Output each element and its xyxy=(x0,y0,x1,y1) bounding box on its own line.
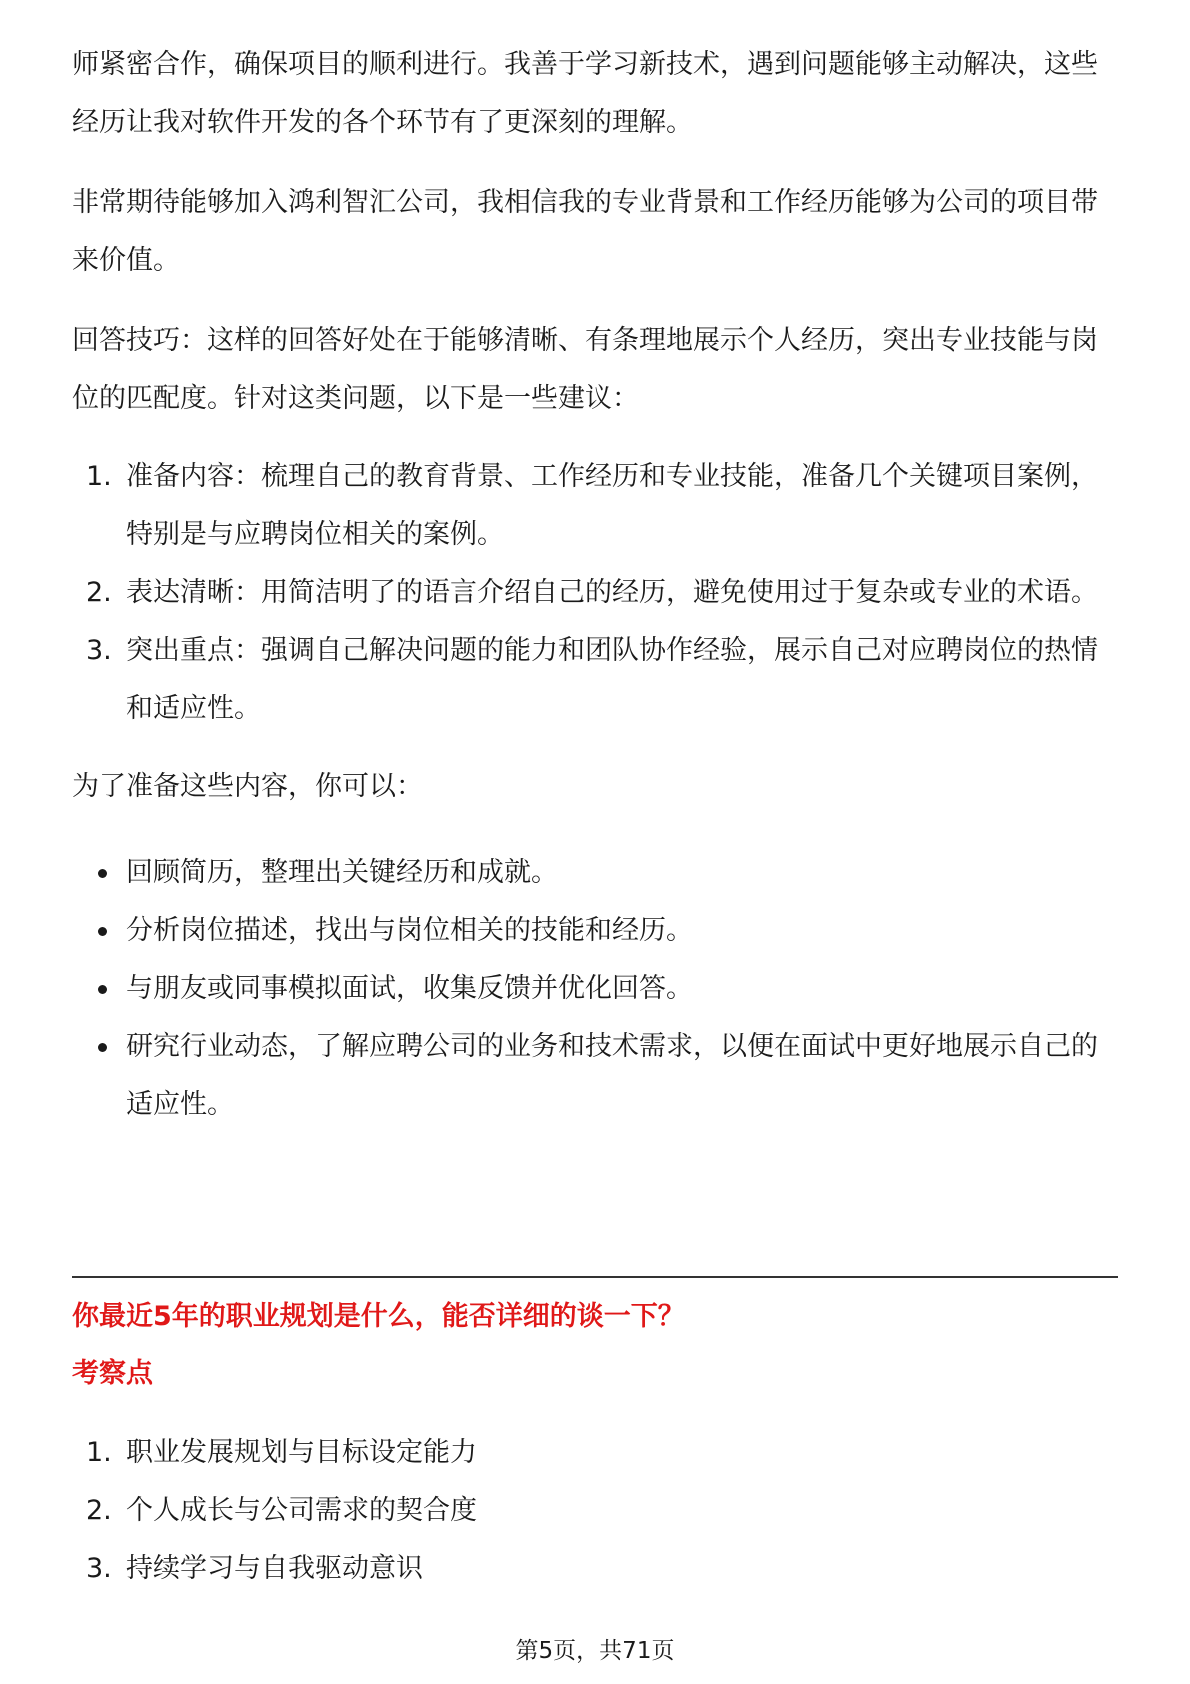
question-subtitle: 考察点 xyxy=(72,1358,153,1389)
list-item-text: 回顾简历，整理出关键经历和成就。 xyxy=(126,857,558,888)
list-number: 2. xyxy=(86,1495,112,1526)
list-number: 1. xyxy=(86,1437,112,1468)
list-number: 1. xyxy=(86,461,112,492)
paragraph-expectation: 非常期待能够加入鸿利智汇公司，我相信我的专业背景和工作经历能够为公司的项目带来价值。 xyxy=(72,187,1098,276)
list-item-text: 研究行业动态，了解应聘公司的业务和技术需求，以便在面试中更好地展示自己的适应性。 xyxy=(126,1031,1098,1120)
section-divider xyxy=(72,1276,1118,1278)
list-item xyxy=(72,448,1118,564)
tips-list xyxy=(72,448,1118,738)
assessment-points-list xyxy=(72,1424,1118,1598)
list-item-text: 分析岗位描述，找出与岗位相关的技能和经历。 xyxy=(126,915,693,946)
list-item-text: 突出重点：强调自己解决问题的能力和团队协作经验，展示自己对应聘岗位的热情和适应性。 xyxy=(126,635,1098,724)
list-number: 2. xyxy=(86,577,112,608)
prep-bullet-list xyxy=(72,844,1118,1134)
list-item xyxy=(72,844,1118,902)
prep-intro: 为了准备这些内容，你可以： xyxy=(72,771,423,802)
bullet-icon xyxy=(98,1043,107,1052)
list-item xyxy=(72,902,1118,960)
list-item xyxy=(72,622,1118,738)
list-number: 3. xyxy=(86,635,112,666)
list-item-text: 准备内容：梳理自己的教育背景、工作经历和专业技能，准备几个关键项目案例，特别是与应聘岗位相关的案例。 xyxy=(126,461,1098,550)
page-footer: 第5页，共71页 xyxy=(515,1638,675,1664)
list-item-text: 与朋友或同事模拟面试，收集反馈并优化回答。 xyxy=(126,973,693,1004)
paragraph-experience: 师紧密合作，确保项目的顺利进行。我善于学习新技术，遇到问题能够主动解决，这些经历让我对软件开发的各个环节有了更深刻的理解。 xyxy=(72,49,1098,138)
list-item xyxy=(72,1424,1118,1482)
main-content xyxy=(72,36,1118,1134)
bullet-icon xyxy=(98,869,107,878)
list-item xyxy=(72,1540,1118,1598)
list-number: 3. xyxy=(86,1553,112,1584)
list-item xyxy=(72,1482,1118,1540)
paragraph-answer-tips: 回答技巧：这样的回答好处在于能够清晰、有条理地展示个人经历，突出专业技能与岗位的匹配度。针对这类问题，以下是一些建议： xyxy=(72,325,1098,414)
list-item xyxy=(72,564,1118,622)
list-item-text: 个人成长与公司需求的契合度 xyxy=(126,1495,477,1526)
list-item xyxy=(72,960,1118,1018)
list-item xyxy=(72,1018,1118,1134)
bullet-icon xyxy=(98,985,107,994)
list-item-text: 表达清晰：用简洁明了的语言介绍自己的经历，避免使用过于复杂或专业的术语。 xyxy=(126,577,1098,608)
bullet-icon xyxy=(98,927,107,936)
question-title: 你最近5年的职业规划是什么，能否详细的谈一下？ xyxy=(72,1301,685,1332)
list-item-text: 持续学习与自我驱动意识 xyxy=(126,1553,423,1584)
list-item-text: 职业发展规划与目标设定能力 xyxy=(126,1437,477,1468)
